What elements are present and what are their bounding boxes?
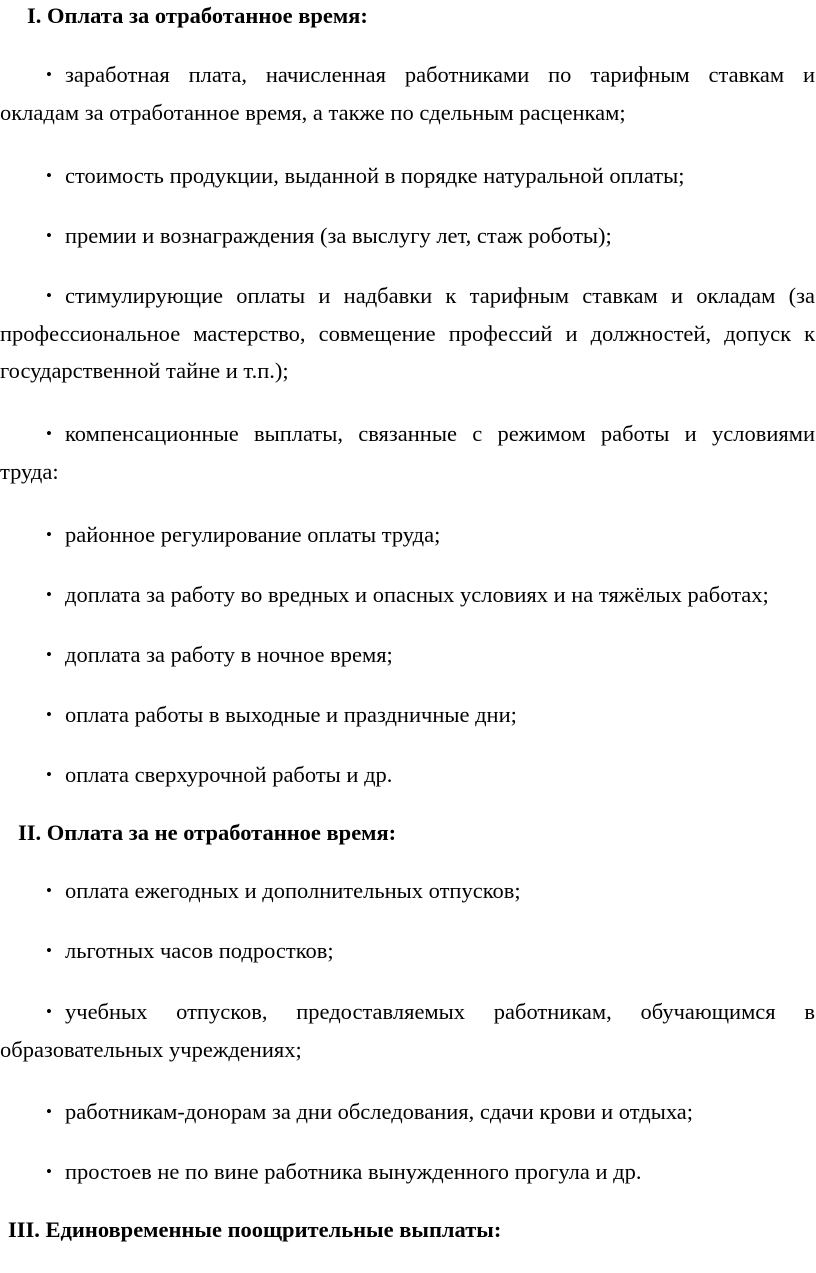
list-item-text: премии и вознаграждения (за выслугу лет, стаж роботы); xyxy=(65,223,612,248)
list-item xyxy=(0,932,815,970)
bullet-icon: • xyxy=(46,645,52,664)
list-item xyxy=(0,217,815,255)
bullet-icon: • xyxy=(46,1102,52,1121)
list-item xyxy=(0,1153,815,1191)
list-item-text: доплата за работу в ночное время; xyxy=(65,642,393,667)
list-item xyxy=(0,696,815,734)
list-item-text: стимулирующие оплаты и надбавки к тарифным ставкам и окладам (за xyxy=(65,283,815,308)
bullet-icon: • xyxy=(46,1162,52,1181)
list-item-continuation: профессиональное мастерство, совмещение профессий и должностей, допуск к государственной тайне и т.п.); xyxy=(0,320,815,383)
list-item xyxy=(0,636,815,674)
list-item-text: льготных часов подростков; xyxy=(65,938,334,963)
list-item-text: оплата работы в выходные и праздничные дни; xyxy=(65,702,517,727)
list-item-text: работникам-донорам за дни обследования, сдачи крови и отдыха; xyxy=(65,1099,694,1124)
list-item-continuation: окладам за отработанное время, а также по сдельным расценкам; xyxy=(0,99,626,125)
section-2-heading: II. Оплата за не отработанное время: xyxy=(18,820,397,845)
list-item xyxy=(0,56,815,131)
list-item xyxy=(0,415,815,490)
bullet-icon: • xyxy=(46,1002,52,1021)
bullet-icon: • xyxy=(46,424,52,443)
bullet-icon: • xyxy=(46,166,52,185)
bullet-icon: • xyxy=(46,65,52,84)
section-3-heading: III. Единовременные поощрительные выплаты: xyxy=(8,1217,502,1242)
list-item-continuation: труда: xyxy=(0,458,59,484)
list-item xyxy=(0,756,815,794)
bullet-icon: • xyxy=(46,286,52,305)
list-item-text: оплата ежегодных и дополнительных отпусков; xyxy=(65,878,521,903)
list-item xyxy=(0,516,815,554)
section-1-heading: I. Оплата за отработанное время: xyxy=(27,3,368,28)
list-item-continuation: образовательных учреждениях; xyxy=(0,1036,302,1062)
bullet-icon: • xyxy=(46,525,52,544)
list-item xyxy=(0,157,815,195)
list-item-text: учебных отпусков, предоставляемых работникам, обучающимся в xyxy=(65,999,815,1024)
list-item xyxy=(0,277,815,390)
list-item-text: доплата за работу во вредных и опасных условиях и на тяжёлых работах; xyxy=(65,582,769,607)
bullet-icon: • xyxy=(46,881,52,900)
list-item-text: районное регулирование оплаты труда; xyxy=(65,522,441,547)
bullet-icon: • xyxy=(46,765,52,784)
list-item-text: стоимость продукции, выданной в порядке натуральной оплаты; xyxy=(65,163,685,188)
bullet-icon: • xyxy=(46,941,52,960)
list-item-text: заработная плата, начисленная работниками по тарифным ставкам и xyxy=(65,62,815,87)
list-item-text: компенсационные выплаты, связанные с режимом работы и условиями xyxy=(65,421,815,446)
list-item xyxy=(0,993,815,1068)
bullet-icon: • xyxy=(46,226,52,245)
bullet-icon: • xyxy=(46,585,52,604)
list-item xyxy=(0,1093,815,1131)
list-item xyxy=(0,576,815,614)
list-item xyxy=(0,872,815,910)
list-item-text: простоев не по вине работника вынужденного прогула и др. xyxy=(65,1159,642,1184)
list-item-text: оплата сверхурочной работы и др. xyxy=(65,762,393,787)
bullet-icon: • xyxy=(46,705,52,724)
